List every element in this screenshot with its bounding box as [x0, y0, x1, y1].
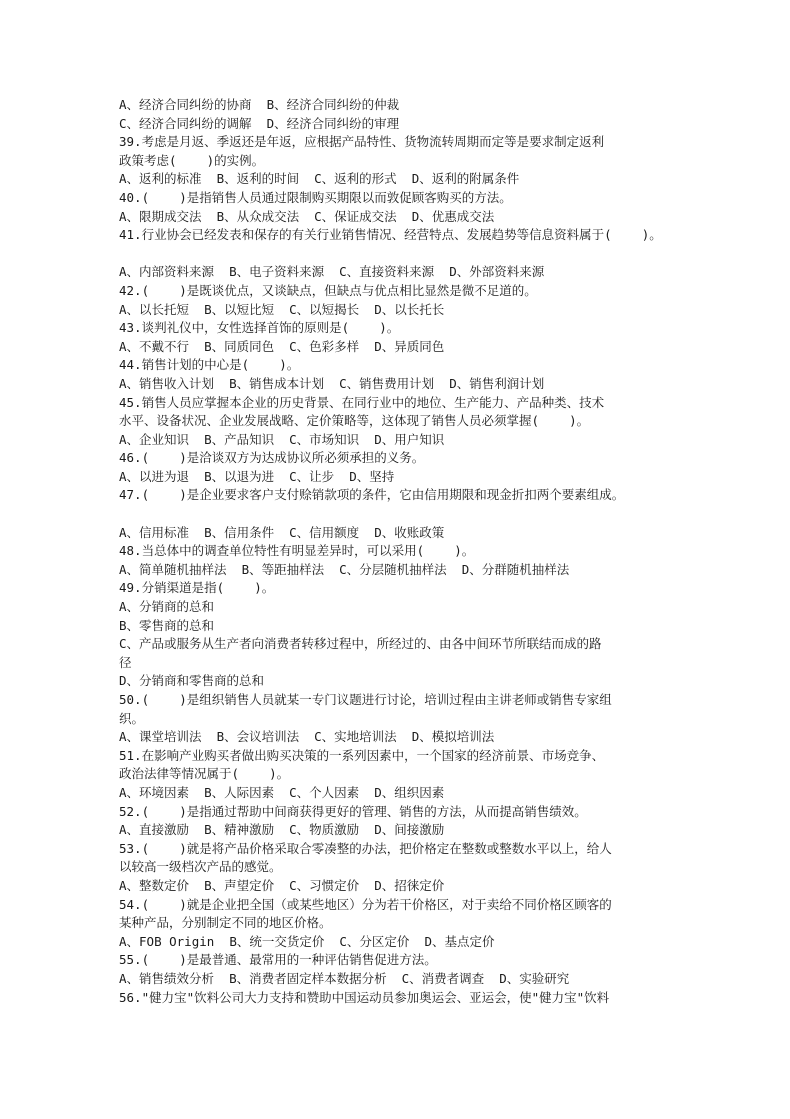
text-line: A、信用标准 B、信用条件 C、信用额度 D、收账政策	[119, 524, 445, 540]
text-line: 47.( )是企业要求客户支付赊销款项的条件，它由信用期限和现金折扣两个要素组成。	[119, 487, 625, 503]
text-line: A、整数定价 B、声望定价 C、习惯定价 D、招徕定价	[119, 877, 445, 893]
text-line: A、销售绩效分析 B、消费者固定样本数据分析 C、消费者调查 D、实验研究	[119, 970, 570, 986]
text-line: 55.( )是最普通、最常用的一种评估销售促进方法。	[119, 952, 437, 968]
text-line: 42.( )是既谈优点，又谈缺点，但缺点与优点相比显然是微不足道的。	[119, 282, 537, 298]
text-line: C、产品或服务从生产者向消费者转移过程中，所经过的、由各中间环节所联结而成的路	[119, 636, 602, 652]
text-line: 50.( )是组织销售人员就某一专门议题进行讨论，培训过程由主讲老师或销售专家组	[119, 692, 612, 707]
text-line: A、企业知识 B、产品知识 C、市场知识 D、用户知识	[119, 431, 445, 447]
text-line: 织。	[119, 710, 145, 726]
text-line: 48.当总体中的调查单位特性有明显差异时，可以采用( )。	[119, 543, 475, 559]
text-line: 41.行业协会已经发表和保存的有关行业销售情况、经营特点、发展趋势等信息资料属于( )。	[119, 227, 662, 243]
text-line: A、经济合同纠纷的协商 B、经济合同纠纷的仲裁	[119, 97, 400, 112]
text-line: A、返利的标准 B、返利的时间 C、返利的形式 D、返利的附属条件	[119, 171, 520, 187]
text-line: A、以进为退 B、以退为进 C、让步 D、坚持	[119, 468, 395, 484]
text-line: A、环境因素 B、人际因素 C、个人因素 D、组织因素	[119, 784, 445, 800]
text-line: A、直接激励 B、精神激励 C、物质激励 D、间接激励	[119, 822, 445, 838]
text-line: 45.销售人员应掌握本企业的历史背景、在同行业中的地位、生产能力、产品种类、技术	[119, 394, 605, 410]
text-line: 政治法律等情况属于( )。	[119, 766, 290, 782]
text-line: B、零售商的总和	[119, 617, 215, 633]
text-line: 56."健力宝"饮料公司大力支持和赞助中国运动员参加奥运会、亚运会，使"健力宝"饮料	[119, 989, 610, 1005]
text-line: A、课堂培训法 B、会议培训法 C、实地培训法 D、模拟培训法	[119, 729, 495, 745]
text-line: A、限期成交法 B、从众成交法 C、保证成交法 D、优惠成交法	[119, 208, 495, 224]
text-line: A、不戴不行 B、同质同色 C、色彩多样 D、异质同色	[119, 338, 445, 354]
text-line: 51.在影响产业购买者做出购买决策的一系列因素中，一个国家的经济前景、市场竞争、	[119, 747, 605, 763]
text-line: 某种产品，分别制定不同的地区价格。	[119, 915, 332, 931]
text-line: A、FOB Origin B、统一交货定价 C、分区定价 D、基点定价	[119, 933, 495, 949]
text-line: A、销售收入计划 B、销售成本计划 C、销售费用计划 D、销售利润计划	[119, 375, 545, 391]
text-line: 43.谈判礼仪中，女性选择首饰的原则是( )。	[119, 320, 400, 336]
blank-line	[119, 245, 679, 264]
text-line: 49.分销渠道是指( )。	[119, 580, 275, 596]
text-line: 44.销售计划的中心是( )。	[119, 357, 300, 373]
text-line: 52.( )是指通过帮助中间商获得更好的管理、销售的方法，从而提高销售绩效。	[119, 803, 587, 819]
document-text	[119, 96, 679, 1007]
text-line: 径	[119, 654, 132, 670]
text-line: 54.( )就是企业把全国（或某些地区）分为若干价格区，对于卖给不同价格区顾客的	[119, 896, 612, 912]
text-line: 53.( )就是将产品价格采取合零凑整的办法，把价格定在整数或整数水平以上，给人	[119, 840, 612, 856]
text-line: 40.( )是指销售人员通过限制购买期限以而敦促顾客购买的方法。	[119, 189, 512, 205]
text-line: 水平、设备状况、企业发展战略、定价策略等，这体现了销售人员必须掌握( )。	[119, 413, 590, 429]
text-line: A、内部资料来源 B、电子资料来源 C、直接资料来源 D、外部资料来源	[119, 264, 545, 280]
text-line: A、以长托短 B、以短比短 C、以短揭长 D、以长托长	[119, 301, 445, 317]
text-line: C、经济合同纠纷的调解 D、经济合同纠纷的审理	[119, 115, 400, 131]
text-line: 政策考虑( )的实例。	[119, 152, 265, 168]
text-line: A、简单随机抽样法 B、等距抽样法 C、分层随机抽样法 D、分群随机抽样法	[119, 561, 570, 577]
text-line: D、分销商和零售商的总和	[119, 673, 265, 689]
blank-line	[119, 505, 679, 524]
text-line: 46.( )是洽谈双方为达成协议所必须承担的义务。	[119, 450, 425, 466]
text-line: A、分销商的总和	[119, 599, 215, 615]
text-line: 39.考虑是月返、季返还是年返，应根据产品特性、货物流转周期而定等是要求制定返利	[119, 134, 605, 150]
text-line: 以较高一级档次产品的感觉。	[119, 859, 282, 875]
